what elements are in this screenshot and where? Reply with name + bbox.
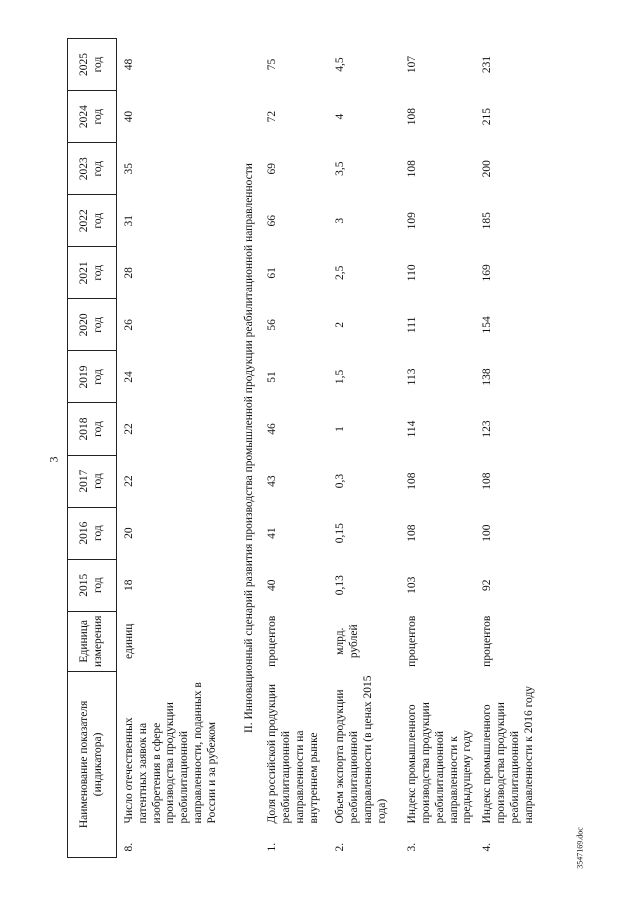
row-indicator-name: Индекс промышленного производства продукции реабилитационной направленности к предыдущему году (406, 702, 474, 824)
row-number: 4. (481, 842, 494, 852)
header-indicator-name: Наименование показателя (индикатора) (68, 671, 117, 857)
row-value: 61 (266, 267, 279, 279)
row-value: 108 (406, 524, 419, 542)
row-value: 41 (266, 527, 279, 539)
row-value: 22 (123, 475, 135, 487)
row-indicator-name: Доля российской продукции реабилитационной направленности на внутреннем рынке (266, 683, 320, 824)
header-year: 2022 год (68, 195, 117, 247)
header-row (68, 39, 117, 858)
row-value: 56 (266, 319, 279, 331)
row-value: 3 (334, 217, 347, 224)
header-year: 2021 год (68, 247, 117, 299)
row-value: 138 (481, 368, 494, 386)
row-value: 107 (406, 55, 419, 74)
row-value: 154 (481, 316, 494, 334)
row-value: 18 (123, 579, 135, 591)
row-value: 108 (406, 472, 419, 490)
indicators-table (67, 38, 547, 858)
row-value: 0,3 (334, 473, 347, 489)
rotated-table-container (67, 38, 572, 858)
row-value: 108 (406, 160, 419, 178)
header-year: 2015 год (68, 559, 117, 611)
table-row (260, 39, 328, 858)
row-value: 46 (266, 423, 279, 435)
row-value: 1 (334, 426, 347, 432)
row-unit: процентов (406, 615, 419, 667)
row-indicator-name: Число отечественных патентных заявок на изобретения в сфере производства продукции реабилитационной направленности, поданных в России и за рубежом (123, 682, 218, 824)
header-year: 2025 год (68, 39, 117, 91)
row-number: 8. (123, 842, 135, 852)
row-value: 108 (481, 472, 494, 490)
header-year: 2024 год (68, 91, 117, 143)
row-value: 35 (123, 162, 135, 175)
row-value: 43 (266, 475, 279, 487)
row-value: 215 (481, 108, 494, 126)
header-year: 2016 год (68, 507, 117, 559)
row-value: 1,5 (334, 369, 347, 385)
row-value: 31 (123, 215, 135, 227)
row-unit: процентов (266, 615, 279, 667)
row-value: 26 (123, 319, 135, 331)
row-value: 109 (406, 212, 419, 230)
row-indicator-name: Индекс промышленного производства продукции реабилитационной направленности к 2016 году (481, 685, 535, 824)
row-value: 75 (266, 58, 279, 71)
row-value: 111 (406, 316, 419, 334)
row-value: 200 (481, 160, 494, 178)
row-value: 40 (266, 579, 279, 591)
document-code: 3547169.doc (575, 827, 585, 869)
row-value: 0,15 (334, 523, 347, 544)
row-value: 24 (123, 371, 135, 383)
table-row (475, 39, 547, 858)
section-title: II. Инновационный сценарий развития производства промышленной продукции реабилитационной направленности (242, 163, 255, 733)
row-value: 110 (406, 264, 419, 282)
row-value: 3,5 (334, 161, 347, 176)
row-value: 169 (481, 264, 494, 282)
row-value: 103 (406, 576, 419, 594)
row-value: 231 (481, 55, 494, 74)
row-value: 113 (406, 368, 419, 386)
row-value: 114 (406, 420, 419, 438)
row-value: 40 (123, 110, 135, 123)
row-value: 28 (123, 267, 135, 279)
header-year: 2018 год (68, 403, 117, 455)
table-row (117, 39, 235, 858)
row-value: 100 (481, 524, 494, 542)
row-value: 0,13 (334, 575, 347, 596)
row-unit: млрд. рублей (334, 624, 361, 659)
row-value: 22 (123, 423, 135, 435)
section-row (235, 39, 261, 858)
row-value: 20 (123, 527, 135, 539)
row-value: 2 (334, 322, 347, 328)
row-number: 1. (266, 842, 279, 852)
row-unit: единиц (123, 623, 135, 659)
row-value: 2,5 (334, 265, 347, 280)
row-value: 108 (406, 108, 419, 126)
row-value: 185 (481, 212, 494, 230)
header-year: 2017 год (68, 455, 117, 507)
table-row (328, 39, 400, 858)
header-unit: Единица измерения (68, 611, 117, 671)
header-year: 2023 год (68, 143, 117, 195)
row-value: 4,5 (334, 57, 347, 72)
page-number: 3 (46, 456, 61, 463)
row-indicator-name: Объем экспорта продукции реабилитационной направленности (в ценах 2015 года) (334, 675, 388, 824)
header-year: 2020 год (68, 299, 117, 351)
row-value: 48 (123, 58, 135, 71)
row-value: 123 (481, 420, 494, 438)
row-value: 92 (481, 579, 494, 591)
row-value: 4 (334, 113, 347, 120)
row-unit: процентов (481, 615, 494, 667)
row-value: 51 (266, 371, 279, 383)
row-value: 72 (266, 110, 279, 123)
row-value: 69 (266, 162, 279, 175)
row-number: 2. (334, 842, 347, 852)
row-value: 66 (266, 215, 279, 227)
row-number: 3. (406, 842, 419, 852)
table-row (400, 39, 475, 858)
header-year: 2019 год (68, 351, 117, 403)
